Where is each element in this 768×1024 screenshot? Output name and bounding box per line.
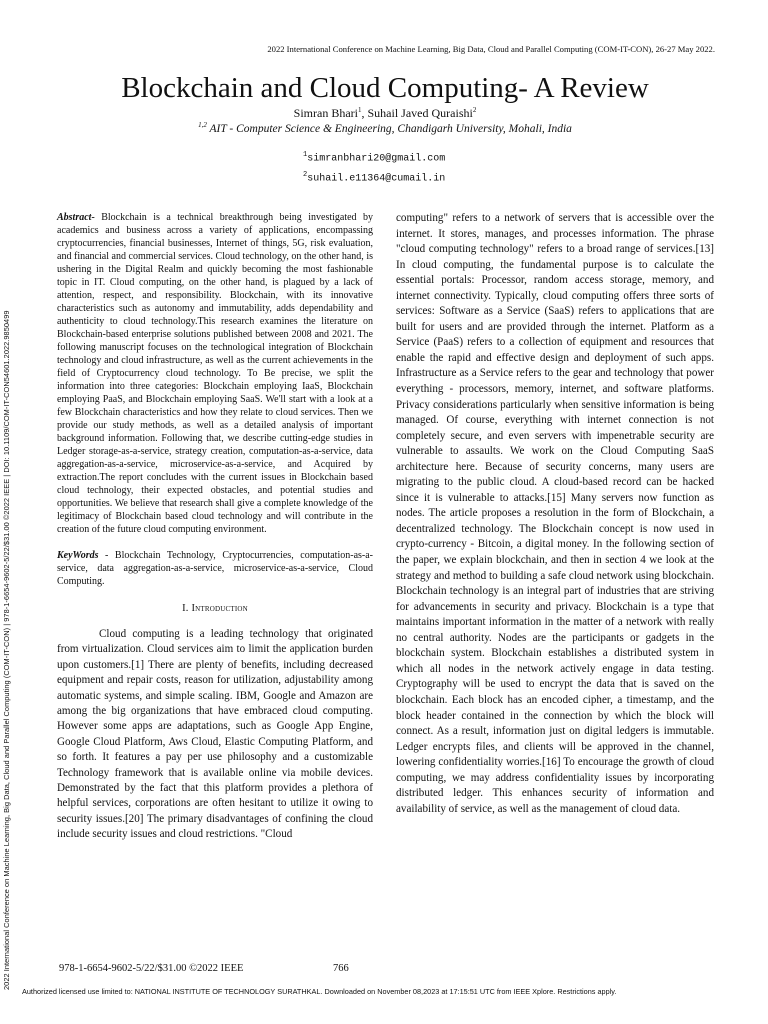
email-2-sup: 2 <box>303 171 308 180</box>
page-number: 766 <box>333 963 349 974</box>
keywords-text: - Blockchain Technology, Cryptocurrencies, computation-as-a-service, data aggregation-as-a-service, microservice-as-a-service, Cloud Computing. <box>57 550 373 587</box>
license-notice: Authorized licensed use limited to: NATIONAL INSTITUTE OF TECHNOLOGY SURATHKAL. Downloaded on November 08,2023 at 17:15:51 UTC from IEEE Xplore. Restrictions apply. <box>22 987 617 996</box>
author-2-sup: 2 <box>472 106 477 114</box>
abstract-text: Blockchain is a technical breakthrough being investigated by academics and business across a variety of applications, encompassing cryptocurrencies, financial businesses, Internet of things, 5G, risk evaluation, and financial and commercial services. Cloud technology, on the other hand, is ushering in the Digital Realm and quickly becoming the most fashionable topic in IT. Cloud computing, on the other hand, is plagued by a lack of attention, respect, and responsibility. Blockchain, with its innovative characteristics such as autonomy and immutability, adds dependability and authenticity to cloud technology.This research examines the literature on Blockchain-based enterprise solutions published between 2008 and 2021. The following manuscript focuses on the technological integration of Blockchain technology and cloud infrastructure, as well as the current achievements in the field of Cryptocurrency cloud technology. To Be precise, we split the information into three categories: Blockchain employing IaaS, Blockchain employing PaaS, and Blockchain employing SaaS. We'll start with a look at a few Blockchain characteristics and how they relate to cloud services. Then we provide our study methods, as well as a detailed analysis of important background information. Following that, we describe cutting-edge studies in Ledger storage-as-a-service, strategy creation, computation-as-a-service, data aggregation-as-a-service, microservice-as-a-service, and Acquired by extraction.The report concludes with the current issues in Blockchain based cloud technology, their expected obstacles, and potential studies and opportunities. We believe that research shall give a complete knowledge of the legitimacy of Blockchain based cloud technology and will contribute in the creation of the future cloud computing environment. <box>57 212 373 535</box>
email-1-sup: 1 <box>303 151 308 159</box>
affiliation-sup: 1,2 <box>198 121 207 129</box>
authors <box>60 106 710 121</box>
right-column <box>396 211 714 817</box>
conference-header: 2022 International Conference on Machine Learning, Big Data, Cloud and Parallel Computing (COM-IT-CON), 26-27 May 2022. <box>267 44 715 54</box>
intro-paragraph-left: Cloud computing is a leading technology that originated from virtualization. Cloud services aim to limit the application burden upon customers.[1] There are plenty of benefits, including decreased equipment and repair costs, reason for utilization, adjustability among automatic systems, and simple scaling. IBM, Google and Amazon are among the big organizations that have embraced cloud computing. However some apps are adaptations, such as Google App Engine, Google Cloud Platform, Aws Cloud, Elastic Computing Platform, and so forth. It features a pay per use philosophy and a customizable Technology framework that is available online via mobile devices. Demonstrated by the fact that this platform provides a plethora of helpful services, corporations are often hesitant to utilize it owing to security issues.[20] The primary disadvantages of confining the cloud include security issues and cloud restrictions. "Cloud <box>57 628 373 841</box>
email-1-line <box>303 147 445 167</box>
side-citation-strip: 2022 International Conference on Machine Learning, Big Data, Cloud and Parallel Computing (COM-IT-CON) | 978-1-6654-9602-5/22/$31.00 ©2022 IEEE | DOI: 10.1109/COM-IT-CON54601.2022.9850499 <box>2 310 11 990</box>
author-1-sup: 1 <box>358 106 362 114</box>
author-1: Simran Bhari <box>293 106 358 120</box>
email-2-line <box>303 167 445 187</box>
keywords <box>57 549 373 588</box>
left-column <box>57 211 373 843</box>
abstract <box>57 211 373 536</box>
email-1: simranbhari20@gmail.com <box>307 153 446 165</box>
author-2: Suhail Javed Quraishi <box>367 106 473 120</box>
emails <box>303 147 445 188</box>
paper-title: Blockchain and Cloud Computing- A Review <box>121 72 649 104</box>
intro-paragraph-right: computing" refers to a network of servers that is accessible over the internet. It stores, manages, and processes information. The phrase "cloud computing technology" refers to a broad range of services.[13] In cloud computing, the fundamental purpose is to calculate the essential portals: Processor, random access storage, memory, and internet connectivity. Typically, cloud computing offers three sorts of services: Software as a Service (SaaS) refers to applications that are built for users and are provided through the internet. Platform as a Service (PaaS) refers to a collection of equipment and resources that enable the rapid and effective design and deployment of such apps. Infrastructure as a Service refers to the gear and technology that power everything - processors, memory, internet, and software platforms. Privacy considerations particularly when sensitive information is being managed. Of course, everything with internet connection is not completely secure, and even servers with impenetrable security are vulnerable to assaults. We work on the Cloud Computing SaaS architecture here. Because of security concerns, many users are migrating to the public cloud. A cloud-based record can be hacked since it is vulnerable to attacks.[15] Many servers now function as nodes. The article proposes a resolution in the form of Blockchain, a decentralized technology. The Blockchain concept is now used in crypto-currency - Bitcoin, a digital money. In the following section of the paper, we explain blockchain, and then in section 4 we look at the strategy and method to building a safe cloud network using blockchain. Blockchain technology is an integral part of industries that are striving for advancements in security and privacy. Blockchain is a type that maintains important information in the matter of a network with really no central authority. Nodes are the participants or gadgets in the blockchain system. Blockchain establishes a distributed system in which all nodes in the network actively engage in data testing. Cryptography will be used to encrypt the data that is saved on the blockchain. Each block has an encoded cipher, a timestamp, and the block header contained in the connection by which the block will connect. As a result, information just on digital ledgers is immutable. Ledger encrypts files, and clients will be approved in the channel, lowering confidentiality worries.[16] To encourage the growth of cloud computing, we may address confidentiality issues by incorporating distributed ledger. This enhances security of information and availability of service, as well as the management of cloud data. <box>396 212 714 815</box>
section-heading: I. Introduction <box>182 603 248 614</box>
keywords-label: KeyWords <box>57 550 99 561</box>
author-separator: , <box>361 106 368 120</box>
affiliation <box>60 121 710 135</box>
abstract-label: Abstract- <box>57 212 95 223</box>
footer-isbn: 978-1-6654-9602-5/22/$31.00 ©2022 IEEE <box>59 963 244 974</box>
email-2: suhail.e11364@cumail.in <box>307 173 446 185</box>
affiliation-text: AIT - Computer Science & Engineering, Chandigarh University, Mohali, India <box>206 122 572 135</box>
